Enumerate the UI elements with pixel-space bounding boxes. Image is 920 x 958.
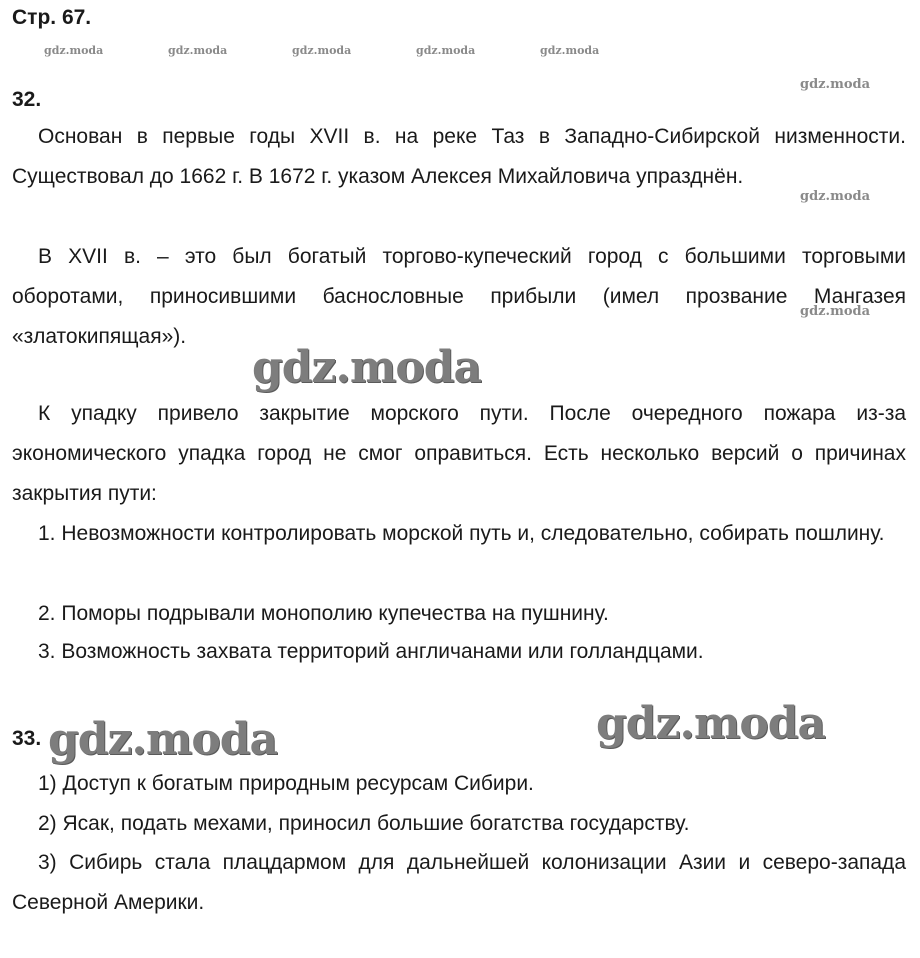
- page-title: Стр. 67.: [12, 6, 92, 29]
- task32-list-item-1: 1. Невозможности контролировать морской путь и, следовательно, собирать пошлину.: [38, 522, 885, 545]
- task32-list-item-3: 3. Возможность захвата территорий англичанами или голландцами.: [38, 640, 704, 663]
- watermark-large: gdz.moda: [596, 698, 826, 749]
- task33-list-item-2: 2) Ясак, подать мехами, приносил большие богатства государству.: [38, 812, 690, 835]
- watermark-small: gdz.moda: [168, 44, 228, 57]
- task-number-32: 32.: [12, 88, 42, 111]
- watermark-small: gdz.moda: [800, 77, 871, 92]
- watermark-small: gdz.moda: [44, 44, 104, 57]
- task32-paragraph-2: В XVII в. – это был богатый торгово-купеческий город с большими торговыми оборотами, приносившими баснословные прибыли (имел прозвание Мангазея «златокипящая»).: [12, 245, 906, 348]
- watermark-large: gdz.moda: [48, 714, 278, 765]
- watermark-small: gdz.moda: [416, 44, 476, 57]
- task32-paragraph-1: Основан в первые годы XVII в. на реке Таз в Западно-Сибирской низменности. Существовал до 1662 г. В 1672 г. указом Алексея Михайловича упразднён.: [12, 125, 906, 188]
- watermark-small: gdz.moda: [800, 189, 871, 204]
- watermark-small: gdz.moda: [292, 44, 352, 57]
- task32-list-item-2: 2. Поморы подрывали монополию купечества на пушнину.: [38, 602, 609, 625]
- task33-list-item-3: 3) Сибирь стала плацдармом для дальнейшей колонизации Азии и северо-запада Северной Америки.: [12, 851, 906, 914]
- task32-paragraph-3: К упадку привело закрытие морского пути. После очередного пожара из-за экономического упадка город не смог оправиться. Есть несколько версий о причинах закрытия пути:: [12, 402, 906, 505]
- task33-list-item-1: 1) Доступ к богатым природным ресурсам Сибири.: [38, 772, 534, 795]
- watermark-small: gdz.moda: [540, 44, 600, 57]
- task-number-33: 33.: [12, 727, 42, 750]
- watermark-large: gdz.moda: [252, 342, 482, 393]
- watermark-small: gdz.moda: [800, 304, 871, 319]
